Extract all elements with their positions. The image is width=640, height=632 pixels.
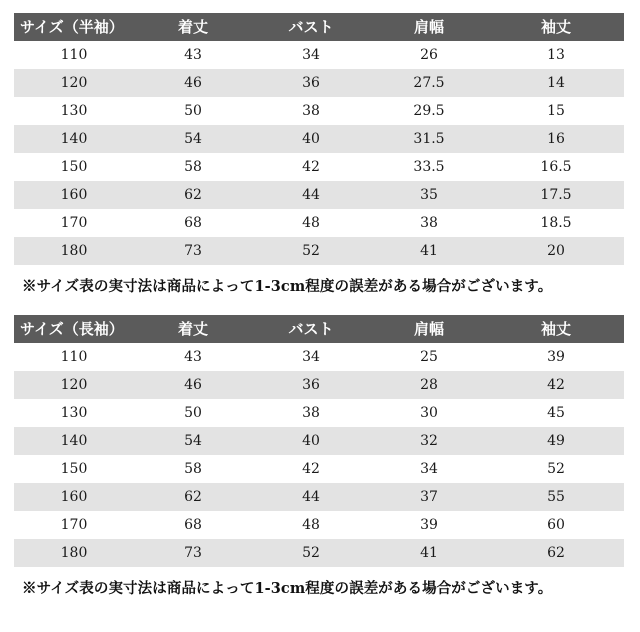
size-note-short: ※サイズ表の実寸法は商品によって1-3cm程度の誤差がある場合がございます。 [22,278,553,295]
cell-length: 54 [134,125,252,153]
table-row [14,539,624,567]
header-sleeve: 袖丈 [488,13,624,41]
cell-length: 73 [134,539,252,567]
cell-sleeve: 55 [488,483,624,511]
table-row [14,399,624,427]
table-row [14,41,624,69]
cell-size: 160 [14,483,134,511]
table-row [14,209,624,237]
header-bust: バスト [252,13,370,41]
header-size: サイズ（半袖） [14,13,134,41]
cell-size: 180 [14,237,134,265]
header-length: 着丈 [134,13,252,41]
table-row [14,455,624,483]
cell-size: 170 [14,511,134,539]
table-row [14,511,624,539]
cell-bust: 34 [252,343,370,371]
cell-length: 50 [134,97,252,125]
cell-sleeve: 62 [488,539,624,567]
cell-sleeve: 39 [488,343,624,371]
cell-sleeve: 15 [488,97,624,125]
table-row [14,427,624,455]
cell-sleeve: 49 [488,427,624,455]
cell-sleeve: 16.5 [488,153,624,181]
cell-bust: 48 [252,511,370,539]
table-row [14,483,624,511]
size-table-short-sleeve [14,13,624,265]
cell-size: 120 [14,69,134,97]
cell-bust: 36 [252,371,370,399]
cell-bust: 36 [252,69,370,97]
cell-size: 140 [14,125,134,153]
cell-length: 46 [134,69,252,97]
cell-bust: 48 [252,209,370,237]
table-row [14,237,624,265]
cell-length: 58 [134,455,252,483]
table-body [14,41,624,265]
size-table-long-sleeve [14,315,624,567]
cell-sleeve: 14 [488,69,624,97]
cell-length: 68 [134,511,252,539]
cell-shoulder: 37 [370,483,488,511]
cell-length: 58 [134,153,252,181]
cell-length: 43 [134,343,252,371]
cell-shoulder: 35 [370,181,488,209]
cell-shoulder: 30 [370,399,488,427]
cell-shoulder: 26 [370,41,488,69]
cell-bust: 44 [252,181,370,209]
cell-bust: 38 [252,97,370,125]
cell-sleeve: 60 [488,511,624,539]
cell-length: 62 [134,181,252,209]
cell-bust: 40 [252,427,370,455]
table-row [14,69,624,97]
cell-size: 180 [14,539,134,567]
cell-shoulder: 38 [370,209,488,237]
cell-size: 160 [14,181,134,209]
cell-shoulder: 41 [370,237,488,265]
cell-length: 68 [134,209,252,237]
header-shoulder: 肩幅 [370,13,488,41]
cell-length: 50 [134,399,252,427]
cell-length: 43 [134,41,252,69]
table-row [14,153,624,181]
table-row [14,343,624,371]
header-sleeve: 袖丈 [488,315,624,343]
cell-size: 120 [14,371,134,399]
header-length: 着丈 [134,315,252,343]
cell-shoulder: 34 [370,455,488,483]
cell-sleeve: 52 [488,455,624,483]
cell-sleeve: 16 [488,125,624,153]
table-row [14,97,624,125]
table-header [14,13,624,41]
cell-size: 140 [14,427,134,455]
cell-size: 130 [14,399,134,427]
header-row [14,315,624,343]
header-bust: バスト [252,315,370,343]
cell-shoulder: 31.5 [370,125,488,153]
cell-bust: 42 [252,153,370,181]
cell-size: 110 [14,41,134,69]
cell-shoulder: 29.5 [370,97,488,125]
cell-bust: 44 [252,483,370,511]
cell-bust: 52 [252,237,370,265]
table-row [14,181,624,209]
header-shoulder: 肩幅 [370,315,488,343]
cell-sleeve: 45 [488,399,624,427]
cell-size: 150 [14,153,134,181]
cell-size: 110 [14,343,134,371]
cell-sleeve: 13 [488,41,624,69]
table-body [14,343,624,567]
cell-shoulder: 25 [370,343,488,371]
cell-length: 54 [134,427,252,455]
cell-length: 73 [134,237,252,265]
cell-sleeve: 20 [488,237,624,265]
header-size: サイズ（長袖） [14,315,134,343]
cell-shoulder: 28 [370,371,488,399]
cell-length: 62 [134,483,252,511]
table-row [14,371,624,399]
cell-bust: 52 [252,539,370,567]
header-row [14,13,624,41]
table-row [14,125,624,153]
cell-bust: 40 [252,125,370,153]
cell-size: 130 [14,97,134,125]
cell-shoulder: 41 [370,539,488,567]
cell-sleeve: 42 [488,371,624,399]
table-header [14,315,624,343]
size-note-long: ※サイズ表の実寸法は商品によって1-3cm程度の誤差がある場合がございます。 [22,580,553,597]
cell-bust: 42 [252,455,370,483]
cell-size: 170 [14,209,134,237]
cell-bust: 38 [252,399,370,427]
cell-length: 46 [134,371,252,399]
cell-shoulder: 39 [370,511,488,539]
cell-sleeve: 18.5 [488,209,624,237]
cell-size: 150 [14,455,134,483]
cell-shoulder: 32 [370,427,488,455]
cell-shoulder: 33.5 [370,153,488,181]
cell-bust: 34 [252,41,370,69]
cell-shoulder: 27.5 [370,69,488,97]
cell-sleeve: 17.5 [488,181,624,209]
